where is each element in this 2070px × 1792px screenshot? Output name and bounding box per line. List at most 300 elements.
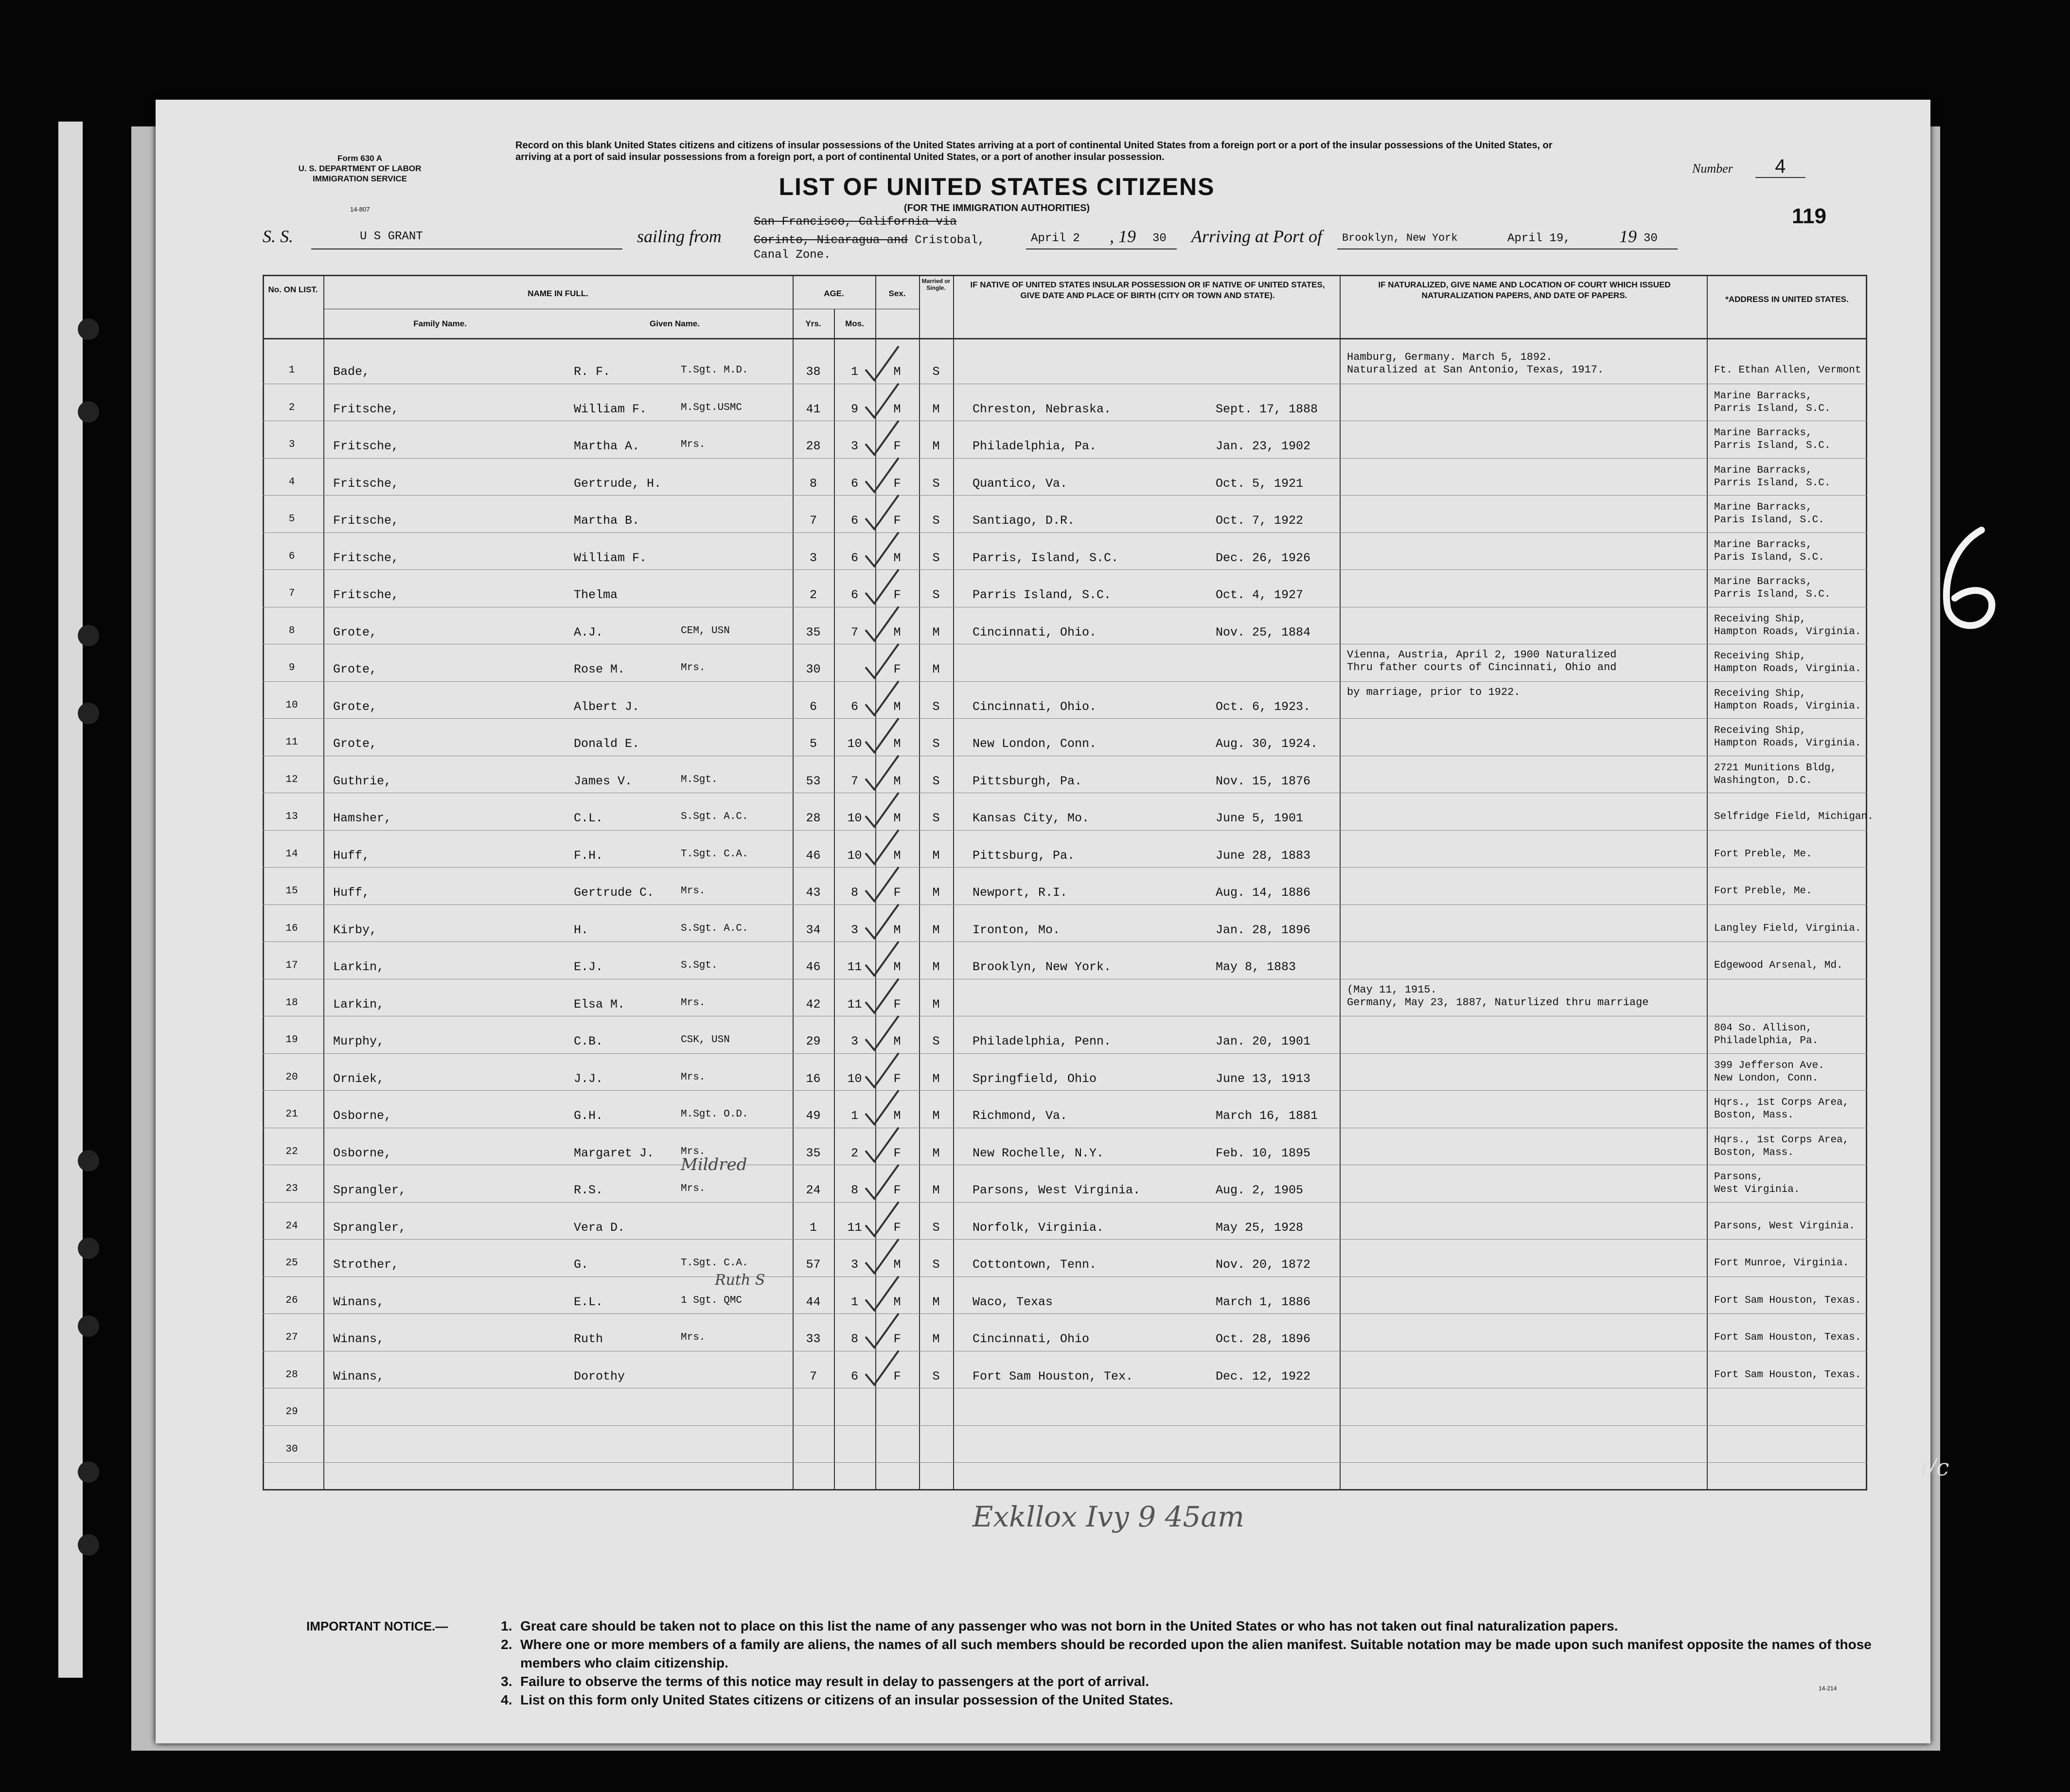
col-family-header: Family Name. <box>413 319 467 328</box>
row-yrs: 28 <box>806 811 821 825</box>
row-no: 15 <box>285 886 298 897</box>
row-no: 14 <box>285 848 298 860</box>
row-addr2: Parris Island, S.C. <box>1714 403 1831 414</box>
row-given: Elsa M. <box>574 997 625 1011</box>
row-yrs: 44 <box>806 1295 821 1309</box>
row-title: Mrs. <box>681 1146 706 1157</box>
row-mos: 3 <box>850 923 858 937</box>
row-addr1: Marine Barracks, <box>1714 390 1812 402</box>
row-given: Martha B. <box>574 514 640 528</box>
page-title: LIST OF UNITED STATES CITIZENS <box>778 173 1215 200</box>
row-addr1: Fort Preble, Me. <box>1714 848 1812 860</box>
row-yrs: 41 <box>806 402 821 416</box>
row-no: 27 <box>285 1332 298 1343</box>
page-subtitle: (FOR THE IMMIGRATION AUTHORITIES) <box>903 203 1090 213</box>
row-family: Winans, <box>333 1332 385 1346</box>
row-no: 5 <box>288 514 295 525</box>
row-date: Nov. 20, 1872 <box>1216 1258 1311 1272</box>
row-addr1: Fort Sam Houston, Texas. <box>1714 1295 1861 1306</box>
row-given: F.H. <box>574 848 603 863</box>
row-sex: F <box>893 476 901 491</box>
row-family: Grote, <box>333 699 377 714</box>
row-mos: 9 <box>850 402 858 416</box>
row-addr1: Marine Barracks, <box>1714 427 1812 439</box>
form-footer-code: 14-214 <box>1819 1685 1837 1692</box>
row-place: Brooklyn, New York. <box>973 960 1112 974</box>
row-place: Cincinnati, Ohio. <box>973 625 1097 639</box>
row-family: Orniek, <box>333 1071 385 1086</box>
check-mark <box>866 681 899 715</box>
row-title: T.Sgt. C.A. <box>681 848 748 860</box>
row-mos: 6 <box>850 514 858 528</box>
row-addr2: Parris Island, S.C. <box>1714 477 1831 489</box>
row-addr2: Paris Island, S.C. <box>1714 515 1824 526</box>
check-mark <box>866 941 899 976</box>
row-addr2: Hampton Roads, Virginia. <box>1714 626 1861 638</box>
row-date: Aug. 2, 1905 <box>1216 1183 1304 1197</box>
row-given: Margaret J. <box>574 1146 655 1160</box>
row-ms: M <box>932 1295 940 1309</box>
row-family: Guthrie, <box>333 774 392 788</box>
row-sex: F <box>893 662 901 676</box>
binder-hole <box>78 625 99 646</box>
form-id-line: U. S. DEPARTMENT OF LABOR <box>298 164 422 173</box>
row-mos: 7 <box>850 625 858 639</box>
row-yrs: 7 <box>809 1369 817 1384</box>
check-mark <box>866 793 899 827</box>
row-family: Winans, <box>333 1369 385 1384</box>
row-sex: M <box>893 550 901 565</box>
row-date: Oct. 5, 1921 <box>1216 476 1304 491</box>
row-date: May 8, 1883 <box>1216 960 1296 974</box>
check-mark <box>866 1016 899 1050</box>
check-mark <box>866 1165 899 1199</box>
row-sex: M <box>893 365 901 379</box>
row-place: Newport, R.I. <box>973 886 1068 900</box>
row-yrs: 8 <box>809 476 817 491</box>
row-family: Grote, <box>333 625 377 639</box>
row-place: Philadelphia, Pa. <box>973 439 1097 453</box>
row-addr1: Receiving Ship, <box>1714 688 1806 699</box>
row-addr1: 399 Jefferson Ave. <box>1714 1060 1824 1071</box>
row-addr1: Hqrs., 1st Corps Area, <box>1714 1134 1849 1146</box>
arrive-year-prefix: 19 <box>1619 227 1637 246</box>
row-place: Cottontown, Tenn. <box>973 1258 1097 1272</box>
form-id-line: Form 630 A <box>337 154 382 163</box>
binder-hole <box>78 401 99 423</box>
row-family: Bade, <box>333 365 370 379</box>
notice-item: 3. Failure to observe the terms of this notice may result in delay to passengers at the port of arrival. <box>501 1674 1150 1689</box>
row-yrs: 29 <box>806 1034 821 1048</box>
row-family: Fritsche, <box>333 550 399 565</box>
row-family: Fritsche, <box>333 439 399 453</box>
row-family: Grote, <box>333 662 377 676</box>
row-addr2: Parris Island, S.C. <box>1714 440 1831 451</box>
row-place: Cincinnati, Ohio <box>973 1332 1090 1346</box>
manifest-page <box>156 100 1930 1743</box>
depart-year-prefix: , 19 <box>1110 227 1136 246</box>
row-no: 25 <box>285 1258 298 1269</box>
row-addr1: Fort Preble, Me. <box>1714 886 1812 897</box>
row-date: Nov. 15, 1876 <box>1216 774 1311 788</box>
row-title: CEM, USN <box>681 625 730 637</box>
col-name-header: NAME IN FULL. <box>528 289 588 298</box>
check-mark <box>866 718 899 752</box>
binder-hole <box>78 1461 99 1483</box>
col-married-header: Married or Single. <box>921 278 951 291</box>
check-mark <box>866 1239 899 1273</box>
row-sex: M <box>893 774 901 788</box>
row-place: Parsons, West Virginia. <box>973 1183 1141 1197</box>
check-mark <box>866 1053 899 1087</box>
col-no-header: No. ON LIST. <box>268 285 318 294</box>
row-place: New Rochelle, N.Y. <box>973 1146 1104 1160</box>
row-addr2: West Virginia. <box>1714 1184 1800 1195</box>
row-yrs: 35 <box>806 1146 821 1160</box>
row-sex: F <box>893 1369 901 1384</box>
handwritten-ruth-s: Ruth S <box>715 1272 765 1289</box>
row-title: Mrs. <box>681 1183 706 1194</box>
row-yrs: 42 <box>806 997 821 1011</box>
row-ms: S <box>932 811 940 825</box>
col-sex-header: Sex. <box>888 289 906 298</box>
row-yrs: 49 <box>806 1109 821 1123</box>
row-mos: 6 <box>850 550 858 565</box>
ss-label: S. S. <box>263 227 293 246</box>
row-addr2: Hampton Roads, Virginia. <box>1714 738 1861 749</box>
row-title: M.Sgt. O.D. <box>681 1109 748 1120</box>
form-id-line: IMMIGRATION SERVICE <box>313 174 407 183</box>
row-sex: M <box>893 1109 901 1123</box>
row-given: William F. <box>574 550 647 565</box>
row-mos: 10 <box>847 1071 862 1086</box>
check-mark <box>866 569 899 603</box>
left-binding-strip <box>58 122 83 1678</box>
row-nat1: (May 11, 1915. <box>1347 983 1437 996</box>
row-no: 9 <box>288 662 295 674</box>
row-family: Huff, <box>333 848 370 863</box>
row-no: 23 <box>285 1183 298 1194</box>
list-number <box>1692 156 1805 177</box>
row-addr1: Parsons, West Virginia. <box>1714 1220 1855 1232</box>
row-sex: M <box>893 699 901 714</box>
col-birth-header: IF NATIVE OF UNITED STATES INSULAR POSSESSION OR IF NATIVE OF UNITED STATES, GIVE DATE AND PLACE OF BIRTH (CITY OR TOWN AND STATE). <box>970 280 1325 300</box>
row-mos: 6 <box>850 476 858 491</box>
row-sex: F <box>893 1071 901 1086</box>
check-mark <box>866 1313 899 1348</box>
notice-item: 2. Where one or more members of a family are aliens, the names of all such members should be recorded upon the alien manifest. Suitable notation may be made upon such manifest opposite the names of those members who claim citizenship. <box>501 1637 1872 1670</box>
row-place: Fort Sam Houston, Tex. <box>973 1369 1133 1384</box>
row-family: Osborne, <box>333 1146 392 1160</box>
row-no: 26 <box>285 1295 298 1306</box>
row-ms: S <box>932 737 940 751</box>
row-addr1: Hqrs., 1st Corps Area, <box>1714 1097 1849 1108</box>
row-family: Strother, <box>333 1258 399 1272</box>
check-mark <box>866 1277 899 1311</box>
row-addr1: Selfridge Field, Michigan. <box>1714 811 1874 822</box>
row-place: Springfield, Ohio <box>973 1071 1097 1086</box>
row-place: Quantico, Va. <box>973 476 1068 491</box>
row-mos: 1 <box>850 365 858 379</box>
row-given: G. <box>574 1258 589 1272</box>
row-no: 11 <box>285 737 298 748</box>
row-date: Dec. 12, 1922 <box>1216 1369 1311 1384</box>
row-mos: 6 <box>850 699 858 714</box>
row-sex: M <box>893 923 901 937</box>
row-date: Aug. 30, 1924. <box>1216 737 1318 751</box>
row-given: R. F. <box>574 365 611 379</box>
row-date: Feb. 10, 1895 <box>1216 1146 1311 1160</box>
row-sex: M <box>893 625 901 639</box>
row-yrs: 46 <box>806 848 821 863</box>
row-family: Sprangler, <box>333 1183 407 1197</box>
row-no: 22 <box>285 1146 298 1157</box>
handwritten-note: Exkllox Ivy 9 45am <box>973 1500 1244 1533</box>
row-ms: M <box>932 439 940 453</box>
row-no: 17 <box>285 960 298 971</box>
row-no: 2 <box>288 402 295 413</box>
row-ms: S <box>932 1034 940 1048</box>
row-given: Ruth <box>574 1332 603 1346</box>
row-no: 16 <box>285 923 298 934</box>
row-given: Thelma <box>574 588 618 602</box>
row-addr1: Marine Barracks, <box>1714 502 1812 513</box>
row-ms: S <box>932 1369 940 1384</box>
row-ms: S <box>932 514 940 528</box>
row-no: 12 <box>285 774 298 785</box>
row-sex: M <box>893 811 901 825</box>
row-title: Mrs. <box>681 886 706 897</box>
row-given: G.H. <box>574 1109 603 1123</box>
binder-hole <box>78 319 99 340</box>
depart-year: 30 <box>1152 232 1167 245</box>
row-no: 29 <box>285 1406 298 1418</box>
row-nat1: Hamburg, Germany. March 5, 1892. <box>1347 351 1553 363</box>
row-no: 1 <box>288 365 295 376</box>
row-date: May 25, 1928 <box>1216 1220 1304 1235</box>
row-sex: F <box>893 1332 901 1346</box>
row-nat1: by marriage, prior to 1922. <box>1347 686 1521 698</box>
row-mos: 10 <box>847 848 862 863</box>
form-code: 14-807 <box>350 206 370 213</box>
row-yrs: 34 <box>806 923 821 937</box>
row-title: S.Sgt. <box>681 960 718 971</box>
row-addr1: Receiving Ship, <box>1714 725 1806 736</box>
row-yrs: 43 <box>806 886 821 900</box>
row-place: Waco, Texas <box>973 1295 1053 1309</box>
row-given: C.L. <box>574 811 603 825</box>
row-given: C.B. <box>574 1034 603 1048</box>
row-addr1: Receiving Ship, <box>1714 613 1806 625</box>
row-given: Martha A. <box>574 439 640 453</box>
check-mark <box>866 495 899 529</box>
row-place: Santiago, D.R. <box>973 514 1075 528</box>
row-place: Chreston, Nebraska. <box>973 402 1112 416</box>
depart-date: April 2 <box>1031 232 1080 245</box>
row-no: 19 <box>285 1034 298 1046</box>
arrival-date: April 19, <box>1507 232 1571 245</box>
row-yrs: 6 <box>809 699 817 714</box>
binder-hole <box>78 1238 99 1259</box>
row-given: H. <box>574 923 589 937</box>
row-given: Vera D. <box>574 1220 625 1235</box>
row-mos: 8 <box>850 1183 858 1197</box>
number-label: Number <box>1692 161 1733 176</box>
row-no: 7 <box>288 588 295 599</box>
row-sex: F <box>893 1146 901 1160</box>
checkmarks-svg <box>263 275 1867 1490</box>
row-family: Larkin, <box>333 960 385 974</box>
row-given: Donald E. <box>574 737 640 751</box>
row-sex: M <box>893 1034 901 1048</box>
row-yrs: 3 <box>809 550 817 565</box>
row-title: CSK, USN <box>681 1034 730 1046</box>
row-place: Parris Island, S.C. <box>973 588 1112 602</box>
row-no: 13 <box>285 811 298 822</box>
row-addr1: Receiving Ship, <box>1714 651 1806 662</box>
row-no: 8 <box>288 625 295 637</box>
row-addr2: Hampton Roads, Virginia. <box>1714 663 1861 674</box>
row-addr1: Fort Munroe, Virginia. <box>1714 1258 1849 1269</box>
row-yrs: 33 <box>806 1332 821 1346</box>
row-place: New London, Conn. <box>973 737 1097 751</box>
row-ms: M <box>932 848 940 863</box>
row-given: William F. <box>574 402 647 416</box>
row-ms: S <box>932 550 940 565</box>
row-addr1: Ft. Ethan Allen, Vermont <box>1714 365 1861 376</box>
row-ms: M <box>932 625 940 639</box>
row-mos: 1 <box>850 1109 858 1123</box>
row-sex: F <box>893 514 901 528</box>
row-title: Mrs. <box>681 997 706 1009</box>
row-no: 10 <box>285 699 298 711</box>
row-addr2: New London, Conn. <box>1714 1072 1819 1084</box>
check-mark <box>866 979 899 1013</box>
row-given: R.S. <box>574 1183 603 1197</box>
row-ms: S <box>932 365 940 379</box>
row-mos: 10 <box>847 737 862 751</box>
check-mark <box>866 1128 899 1162</box>
row-family: Hamsher, <box>333 811 392 825</box>
notice-item: 4. List on this form only United States citizens or citizens of an insular possession of the United States. <box>501 1692 1173 1707</box>
row-place: Norfolk, Virginia. <box>973 1220 1104 1235</box>
page-number: 119 <box>1792 204 1826 228</box>
row-family: Fritsche, <box>333 476 399 491</box>
row-ms: M <box>932 1071 940 1086</box>
check-mark <box>866 532 899 567</box>
check-mark <box>866 1351 899 1385</box>
row-addr2: Philadelphia, Pa. <box>1714 1035 1819 1047</box>
row-title: T.Sgt. C.A. <box>681 1258 748 1269</box>
ship-name: U S GRANT <box>360 230 423 243</box>
row-title: S.Sgt. A.C. <box>681 923 748 934</box>
row-nat2: Thru father courts of Cincinnati, Ohio and <box>1347 661 1617 674</box>
row-mos: 2 <box>850 1146 858 1160</box>
row-title: 1 Sgt. QMC <box>681 1295 743 1306</box>
row-mos: 11 <box>847 960 862 974</box>
row-no: 28 <box>285 1369 298 1381</box>
row-yrs: 16 <box>806 1071 821 1086</box>
col-address-header: *ADDRESS IN UNITED STATES. <box>1725 295 1849 304</box>
row-place: Kansas City, Mo. <box>973 811 1090 825</box>
row-ms: S <box>932 1258 940 1272</box>
row-sex: M <box>893 1258 901 1272</box>
row-date: June 5, 1901 <box>1216 811 1304 825</box>
col-yrs-header: Yrs. <box>805 319 821 328</box>
row-date: Jan. 28, 1896 <box>1216 923 1311 937</box>
row-date: Dec. 26, 1926 <box>1216 550 1311 565</box>
row-family: Fritsche, <box>333 588 399 602</box>
check-mark <box>866 1090 899 1124</box>
row-date: Oct. 6, 1923. <box>1216 699 1311 714</box>
row-date: March 1, 1886 <box>1216 1295 1311 1309</box>
row-family: Larkin, <box>333 997 385 1011</box>
row-yrs: 46 <box>806 960 821 974</box>
row-addr1: Marine Barracks, <box>1714 539 1812 550</box>
row-nat2: Germany, May 23, 1887, Naturlized thru marriage <box>1347 996 1649 1009</box>
from-line2 <box>754 234 985 247</box>
row-yrs: 30 <box>806 662 821 676</box>
row-yrs: 2 <box>809 588 817 602</box>
row-date: June 13, 1913 <box>1216 1071 1311 1086</box>
row-place: Parris, Island, S.C. <box>973 550 1119 565</box>
row-mos: 8 <box>850 1332 858 1346</box>
row-ms: S <box>932 476 940 491</box>
row-given: Albert J. <box>574 699 640 714</box>
row-given: Gertrude, H. <box>574 476 662 491</box>
check-mark <box>866 384 899 418</box>
row-place: Philadelphia, Penn. <box>973 1034 1112 1048</box>
row-yrs: 28 <box>806 439 821 453</box>
row-yrs: 57 <box>806 1258 821 1272</box>
row-ms: M <box>932 886 940 900</box>
row-given: E.J. <box>574 960 603 974</box>
binder-hole <box>78 703 99 724</box>
check-mark <box>866 458 899 492</box>
arriving-label: Arriving at Port of <box>1191 227 1322 246</box>
arrive-year: 30 <box>1644 232 1658 245</box>
row-yrs: 35 <box>806 625 821 639</box>
row-ms: M <box>932 662 940 676</box>
check-mark <box>866 867 899 901</box>
margin-six-mark <box>1935 525 2003 637</box>
row-mos: 6 <box>850 588 858 602</box>
row-date: Jan. 23, 1902 <box>1216 439 1311 453</box>
row-family: Fritsche, <box>333 402 399 416</box>
row-date: Oct. 28, 1896 <box>1216 1332 1311 1346</box>
row-addr2: Washington, D.C. <box>1714 775 1812 786</box>
row-addr1: Fort Sam Houston, Texas. <box>1714 1369 1861 1381</box>
row-addr2: Parris Island, S.C. <box>1714 589 1831 600</box>
row-ms: M <box>932 402 940 416</box>
from-struck-line1: San Francisco, California via <box>754 215 957 229</box>
row-ms: M <box>932 997 940 1011</box>
row-sex: F <box>893 1220 901 1235</box>
col-mos-header: Mos. <box>845 319 864 328</box>
row-date: Jan. 20, 1901 <box>1216 1034 1311 1048</box>
row-ms: M <box>932 960 940 974</box>
handwritten-mildred: Mildred <box>681 1155 747 1174</box>
passenger-table <box>263 275 1874 1533</box>
row-mos: 3 <box>850 1258 858 1272</box>
row-no: 3 <box>288 439 295 450</box>
row-no: 18 <box>285 997 298 1009</box>
row-yrs: 5 <box>809 737 817 751</box>
row-mos: 8 <box>850 886 858 900</box>
row-given: A.J. <box>574 625 603 639</box>
row-sex: F <box>893 1183 901 1197</box>
row-addr1: Marine Barracks, <box>1714 464 1812 476</box>
